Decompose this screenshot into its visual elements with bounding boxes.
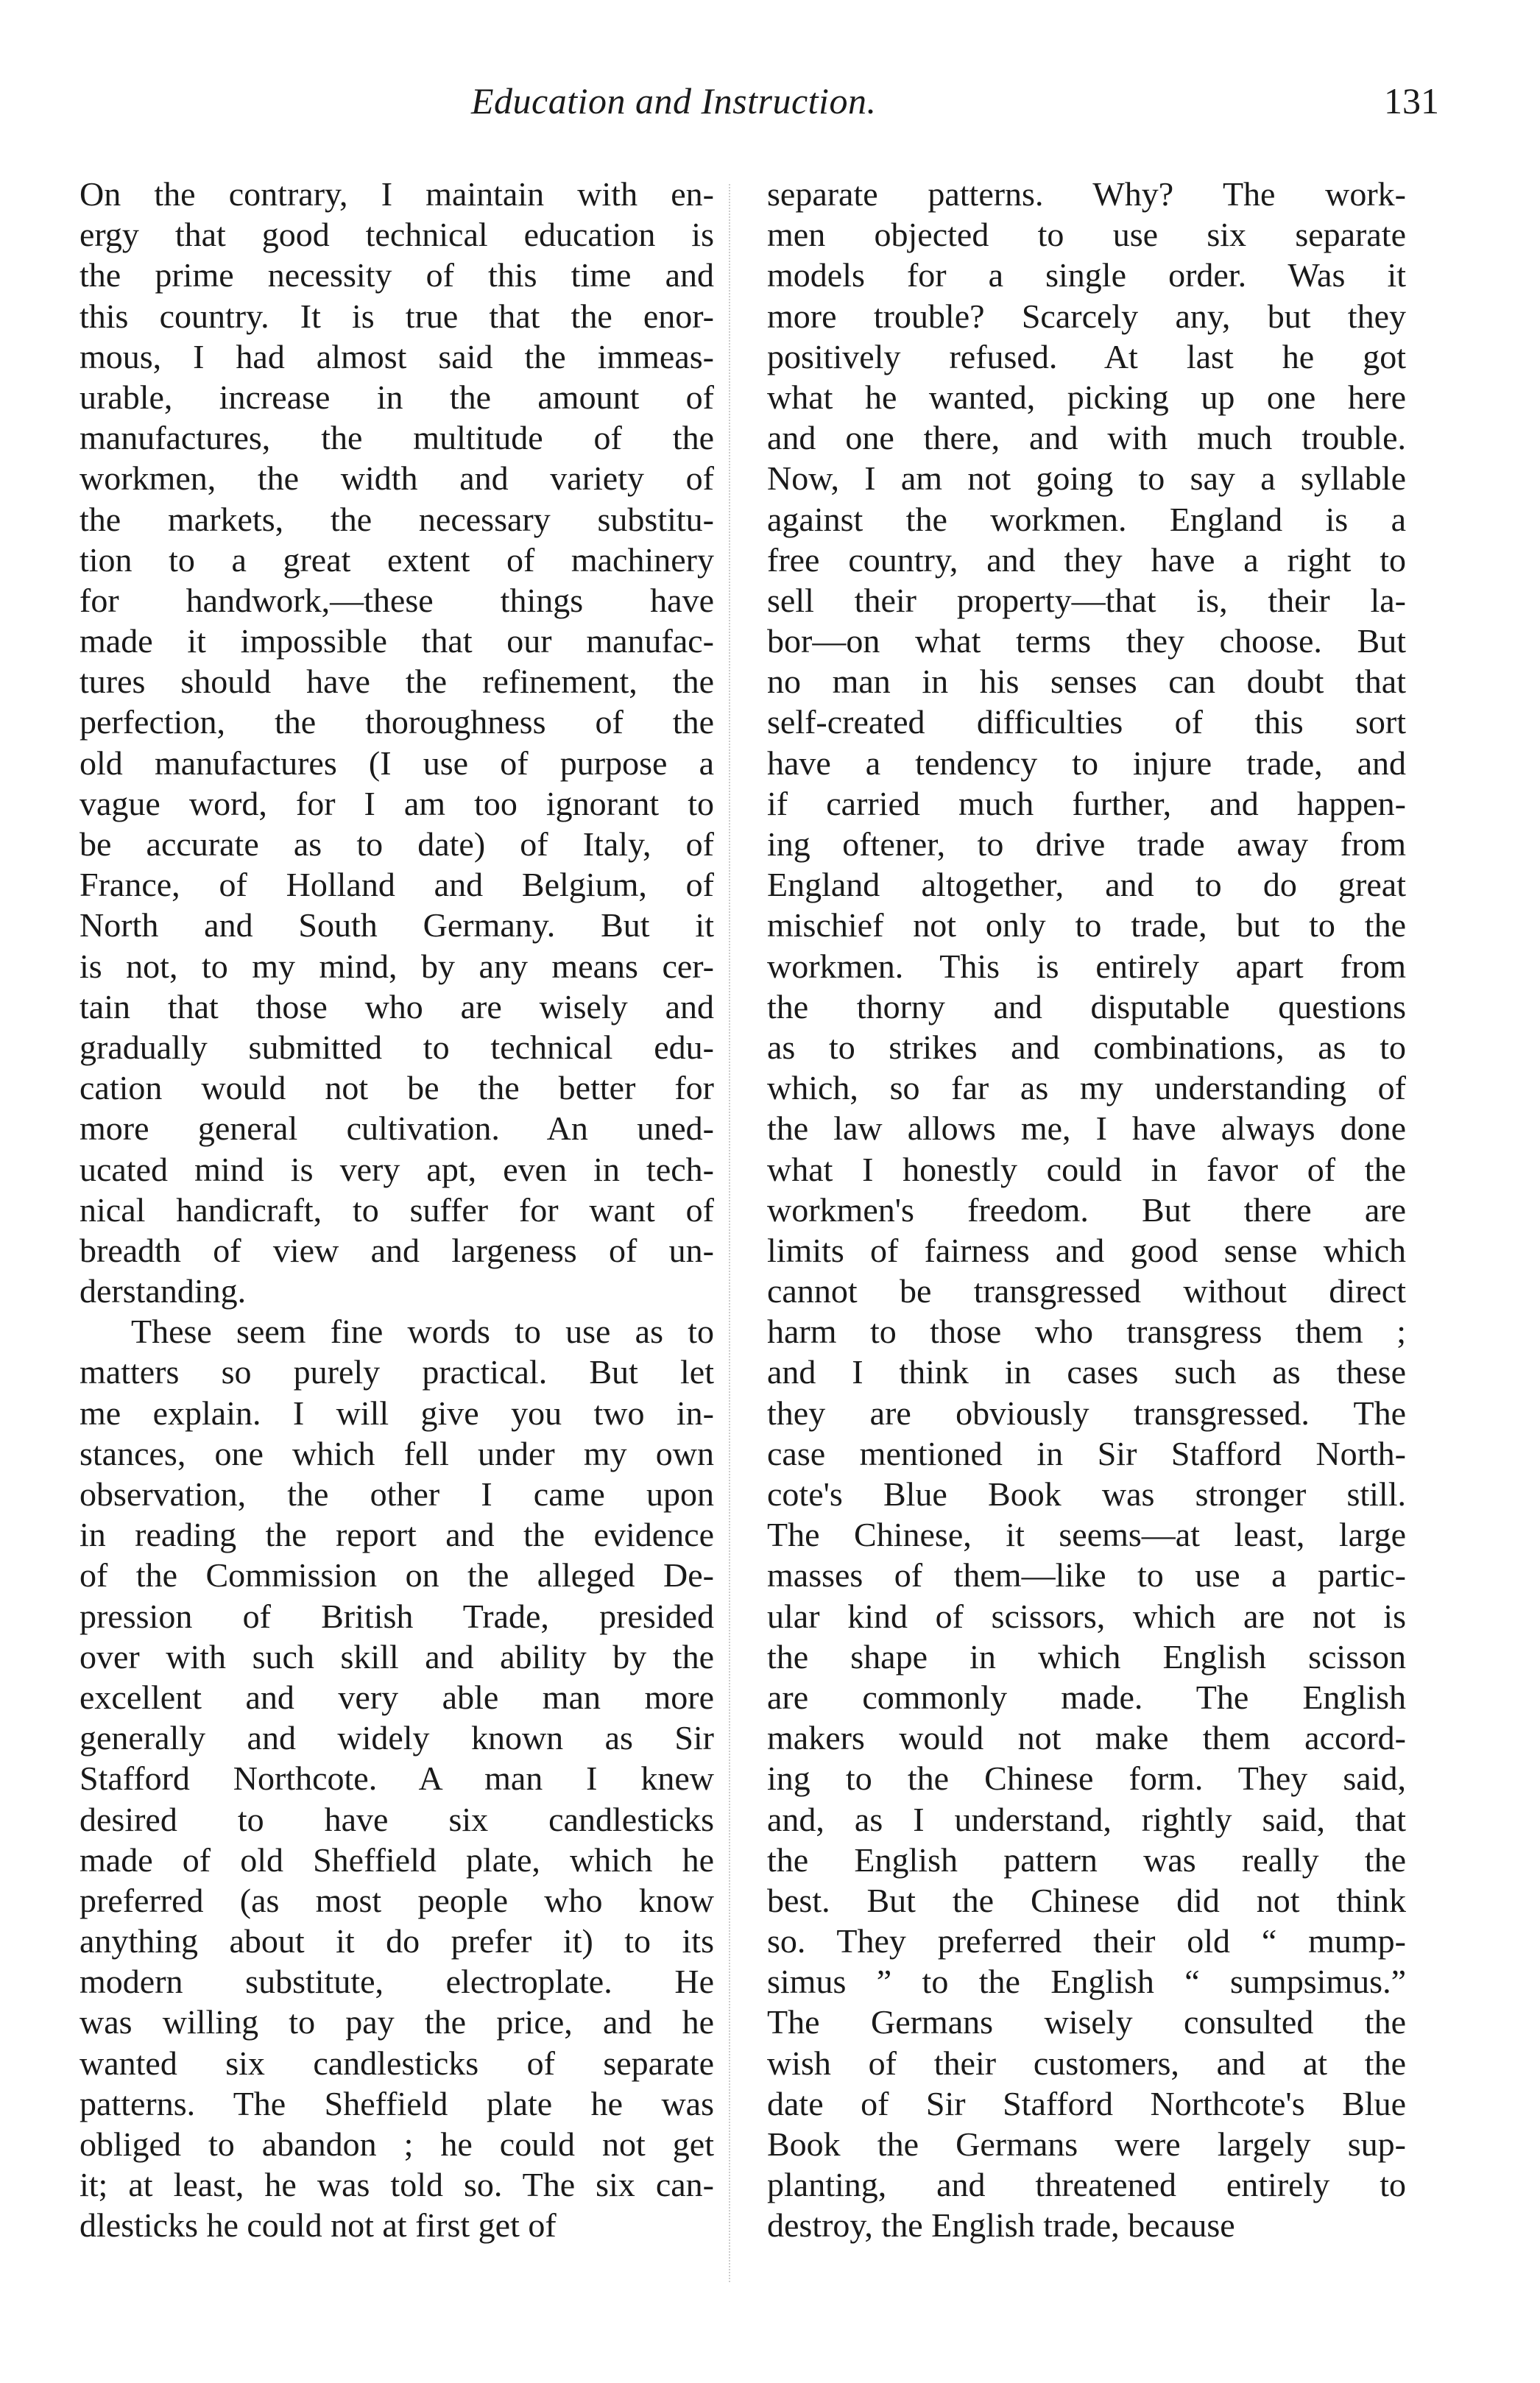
text-line: Stafford Northcote. A man I knew xyxy=(80,1759,714,1798)
text-line: so. They preferred their old “ mump- xyxy=(767,1922,1406,1960)
text-line: perfection, the thoroughness of the xyxy=(80,703,714,741)
text-line: the shape in which English scisson xyxy=(767,1637,1406,1676)
text-line: anything about it do prefer it) to its xyxy=(80,1922,714,1960)
text-line: On the contrary, I maintain with en- xyxy=(80,175,714,213)
text-line: North and South Germany. But it xyxy=(80,906,714,945)
running-title: Education and Instruction. xyxy=(471,80,877,121)
text-line: cation would not be the better for xyxy=(80,1069,714,1107)
text-line: planting, and threatened entirely to xyxy=(767,2166,1406,2204)
text-line: models for a single order. Was it xyxy=(767,256,1406,294)
text-line: derstanding. xyxy=(80,1272,247,1310)
text-line: manufactures, the multitude of the xyxy=(80,419,714,457)
text-line: is not, to my mind, by any means cer- xyxy=(80,947,714,985)
text-line: date of Sir Stafford Northcote's Blue xyxy=(767,2084,1406,2122)
text-line: wish of their customers, and at the xyxy=(767,2044,1406,2082)
left-column xyxy=(80,174,714,2246)
text-line: the thorny and disputable questions xyxy=(767,987,1406,1025)
text-line: patterns. The Sheffield plate he was xyxy=(80,2084,714,2122)
text-line: ular kind of scissors, which are not is xyxy=(767,1597,1406,1635)
text-line: mous, I had almost said the immeas- xyxy=(80,337,714,375)
text-line: it; at least, he was told so. The six can- xyxy=(80,2166,714,2204)
text-line: men objected to use six separate xyxy=(767,216,1406,254)
text-line: case mentioned in Sir Stafford North- xyxy=(767,1434,1406,1472)
text-line: the prime necessity of this time and xyxy=(80,256,714,294)
text-line: England altogether, and to do great xyxy=(767,866,1406,904)
text-line: of the Commission on the alleged De- xyxy=(80,1556,714,1595)
text-line: be accurate as to date) of Italy, of xyxy=(80,825,714,863)
text-line: no man in his senses can doubt that xyxy=(767,663,1406,701)
text-line: workmen, the width and variety of xyxy=(80,459,714,498)
text-line: The Germans wisely consulted the xyxy=(767,2003,1406,2041)
text-line: ing oftener, to drive trade away from xyxy=(767,825,1406,863)
text-line: cannot be transgressed without direct xyxy=(767,1272,1406,1310)
text-line: me explain. I will give you two in- xyxy=(80,1394,714,1432)
text-line: matters so purely practical. But let xyxy=(80,1353,714,1391)
text-line: free country, and they have a right to xyxy=(767,540,1406,579)
text-line: stances, one which fell under my own xyxy=(80,1434,714,1472)
text-line: in reading the report and the evidence xyxy=(80,1516,714,1554)
text-line: makers would not make them accord- xyxy=(767,1719,1406,1757)
text-line: sell their property—that is, their la- xyxy=(767,581,1406,619)
text-line: harm to those who transgress them ; xyxy=(767,1313,1406,1351)
text-line: the markets, the necessary substitu- xyxy=(80,500,714,538)
text-line: pression of British Trade, presided xyxy=(80,1597,714,1635)
text-line: are commonly made. The English xyxy=(767,1678,1406,1716)
text-line: over with such skill and ability by the xyxy=(80,1637,714,1676)
text-line: nical handicraft, to suffer for want of xyxy=(80,1190,714,1229)
text-line: Book the Germans were largely sup- xyxy=(767,2125,1406,2163)
text-line: the English pattern was really the xyxy=(767,1840,1406,1879)
text-line: dlesticks he could not at first get of xyxy=(80,2206,557,2245)
page-number: 131 xyxy=(1384,80,1439,121)
text-line: destroy, the English trade, because xyxy=(767,2206,1235,2245)
text-line: preferred (as most people who know xyxy=(80,1881,714,1919)
text-line: was willing to pay the price, and he xyxy=(80,2003,714,2041)
text-line: as to strikes and combinations, as to xyxy=(767,1028,1406,1066)
text-line: observation, the other I came upon xyxy=(80,1475,714,1513)
text-line: These seem fine words to use as to xyxy=(131,1313,714,1351)
column-divider xyxy=(729,184,730,2282)
text-line: bor—on what terms they choose. But xyxy=(767,622,1406,660)
text-line: wanted six candlesticks of separate xyxy=(80,2044,714,2082)
text-line: simus ” to the English “ sumpsimus.” xyxy=(767,1963,1406,2001)
text-line: tion to a great extent of machinery xyxy=(80,540,714,579)
text-line: what I honestly could in favor of the xyxy=(767,1150,1406,1188)
text-line: best. But the Chinese did not think xyxy=(767,1881,1406,1919)
text-line: and I think in cases such as these xyxy=(767,1353,1406,1391)
text-line: and one there, and with much trouble. xyxy=(767,419,1406,457)
text-line: limits of fairness and good sense which xyxy=(767,1231,1406,1269)
text-line: for handwork,—these things have xyxy=(80,581,714,619)
text-line: which, so far as my understanding of xyxy=(767,1069,1406,1107)
text-line: excellent and very able man more xyxy=(80,1678,714,1716)
text-line: Now, I am not going to say a syllable xyxy=(767,459,1406,498)
text-line: made of old Sheffield plate, which he xyxy=(80,1840,714,1879)
text-line: and, as I understand, rightly said, that xyxy=(767,1800,1406,1838)
text-line: breadth of view and largeness of un- xyxy=(80,1231,714,1269)
text-line: workmen's freedom. But there are xyxy=(767,1190,1406,1229)
text-line: ucated mind is very apt, even in tech- xyxy=(80,1150,714,1188)
text-line: positively refused. At last he got xyxy=(767,337,1406,375)
text-line: urable, increase in the amount of xyxy=(80,378,714,416)
text-line: obliged to abandon ; he could not get xyxy=(80,2125,714,2163)
text-line: more general cultivation. An uned- xyxy=(80,1109,714,1148)
text-line: mischief not only to trade, but to the xyxy=(767,906,1406,945)
text-line: against the workmen. England is a xyxy=(767,500,1406,538)
text-line: self-created difficulties of this sort xyxy=(767,703,1406,741)
text-line: made it impossible that our manufac- xyxy=(80,622,714,660)
text-line: gradually submitted to technical edu- xyxy=(80,1028,714,1066)
text-line: the law allows me, I have always done xyxy=(767,1109,1406,1148)
text-line: tain that those who are wisely and xyxy=(80,987,714,1025)
text-line: what he wanted, picking up one here xyxy=(767,378,1406,416)
text-line: have a tendency to injure trade, and xyxy=(767,744,1406,782)
text-line: separate patterns. Why? The work- xyxy=(767,175,1406,213)
text-line: this country. It is true that the enor- xyxy=(80,297,714,335)
text-line: they are obviously transgressed. The xyxy=(767,1394,1406,1432)
text-line: more trouble? Scarcely any, but they xyxy=(767,297,1406,335)
text-line: generally and widely known as Sir xyxy=(80,1719,714,1757)
text-line: modern substitute, electroplate. He xyxy=(80,1963,714,2001)
text-line: cote's Blue Book was stronger still. xyxy=(767,1475,1406,1513)
text-line: desired to have six candlesticks xyxy=(80,1800,714,1838)
text-line: old manufactures (I use of purpose a xyxy=(80,744,714,782)
text-line: tures should have the refinement, the xyxy=(80,663,714,701)
text-line: The Chinese, it seems—at least, large xyxy=(767,1516,1406,1554)
text-line: masses of them—like to use a partic- xyxy=(767,1556,1406,1595)
text-line: if carried much further, and happen- xyxy=(767,784,1406,822)
right-column xyxy=(767,174,1406,2246)
text-line: vague word, for I am too ignorant to xyxy=(80,784,714,822)
running-head xyxy=(0,80,1540,131)
text-line: ing to the Chinese form. They said, xyxy=(767,1759,1406,1798)
text-line: France, of Holland and Belgium, of xyxy=(80,866,714,904)
text-line: ergy that good technical education is xyxy=(80,216,714,254)
text-line: workmen. This is entirely apart from xyxy=(767,947,1406,985)
